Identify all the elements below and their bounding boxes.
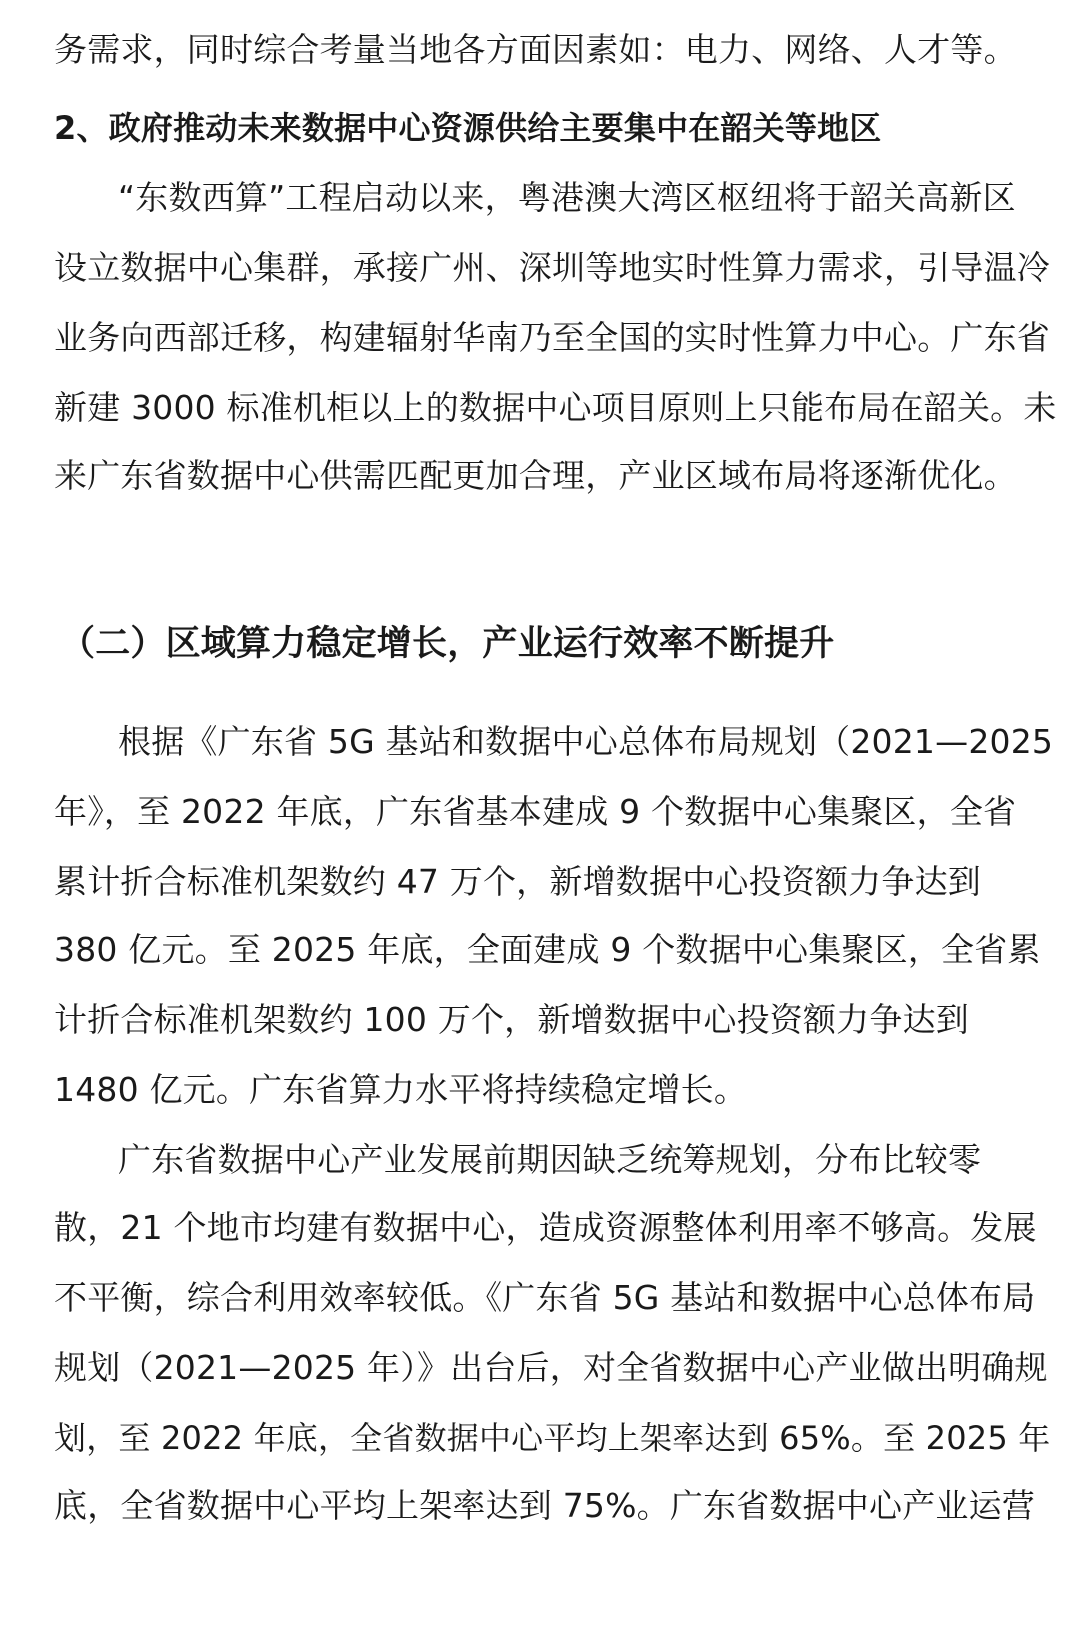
paragraph-2-line-4: 380 亿元。至 2025 年底，全面建成 9 个数据中心集聚区，全省累 — [54, 930, 1041, 969]
paragraph-2-line-6: 1480 亿元。广东省算力水平将持续稳定增长。 — [54, 1070, 748, 1109]
subheading-2: 2、政府推动未来数据中心资源供给主要集中在韶关等地区 — [54, 109, 882, 147]
paragraph-2-line-5: 计折合标准机架数约 100 万个，新增数据中心投资额力争达到 — [54, 1000, 969, 1039]
paragraph-3-line-5: 划，至 2022 年底，全省数据中心平均上架率达到 65%。至 2025 年 — [54, 1419, 1051, 1457]
paragraph-1-line-4: 新建 3000 标准机柜以上的数据中心项目原则上只能布局在韶关。未 — [54, 388, 1057, 427]
paragraph-1-line-1: “东数西算”工程启动以来，粤港澳大湾区枢纽将于韶关高新区 — [118, 178, 1016, 217]
paragraph-2-line-2: 年》，至 2022 年底，广东省基本建成 9 个数据中心集聚区，全省 — [54, 792, 1017, 831]
paragraph-3-line-4: 规划（2021—2025 年）》出台后，对全省数据中心产业做出明确规 — [54, 1348, 1048, 1387]
paragraph-2-line-1: 根据《广东省 5G 基站和数据中心总体布局规划（2021—2025 — [118, 722, 1054, 761]
intro-line: 务需求，同时综合考量当地各方面因素如：电力、网络、人才等。 — [54, 30, 1017, 69]
paragraph-2-line-3: 累计折合标准机架数约 47 万个，新增数据中心投资额力争达到 — [54, 862, 981, 901]
paragraph-1-line-3: 业务向西部迁移，构建辐射华南乃至全国的实时性算力中心。广东省 — [54, 318, 1050, 357]
paragraph-3-line-6: 底，全省数据中心平均上架率达到 75%。广东省数据中心产业运营 — [54, 1486, 1036, 1525]
section-heading: （二）区域算力稳定增长，产业运行效率不断提升 — [60, 624, 835, 664]
paragraph-1-line-2: 设立数据中心集群，承接广州、深圳等地实时性算力需求，引导温冷 — [54, 248, 1050, 287]
paragraph-3-line-1: 广东省数据中心产业发展前期因缺乏统筹规划，分布比较零 — [118, 1140, 982, 1179]
paragraph-3-line-2: 散，21 个地市均建有数据中心，造成资源整体利用率不够高。发展 — [54, 1208, 1037, 1247]
paragraph-1-line-5: 来广东省数据中心供需匹配更加合理，产业区域布局将逐渐优化。 — [54, 456, 1017, 495]
paragraph-3-line-3: 不平衡，综合利用效率较低。《广东省 5G 基站和数据中心总体布局 — [54, 1278, 1036, 1317]
